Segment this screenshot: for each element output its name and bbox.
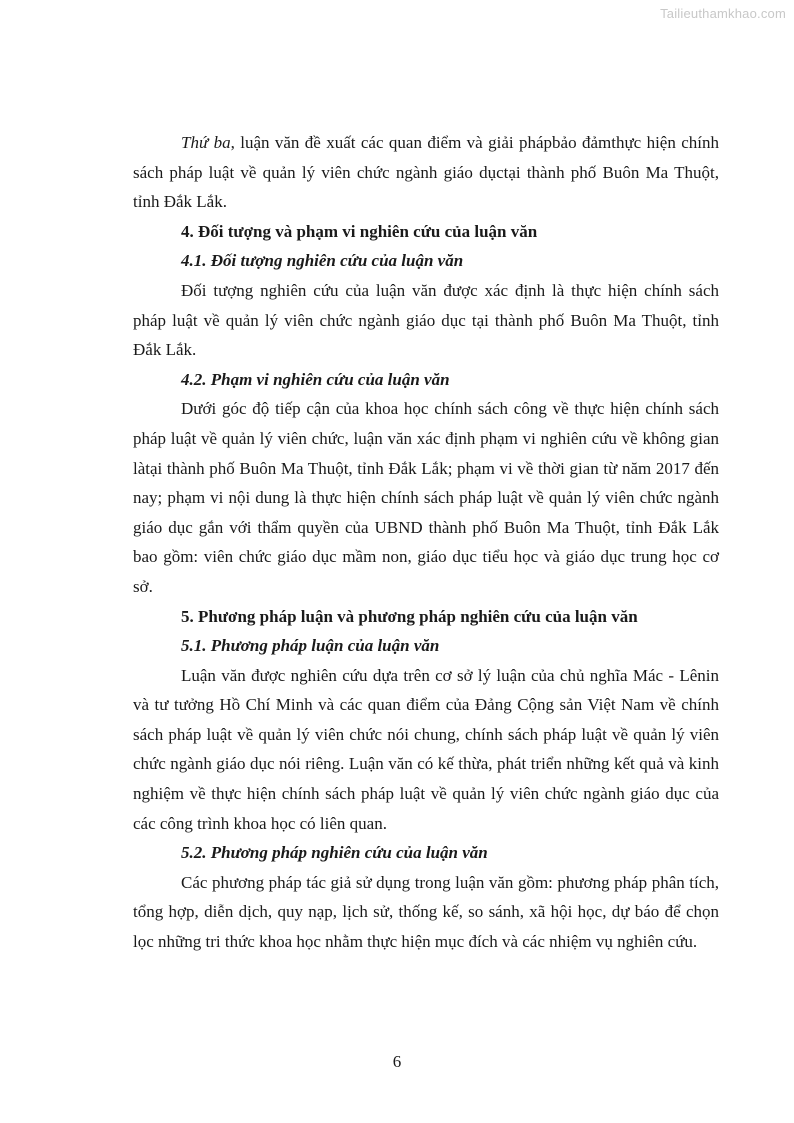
page-number: 6	[392, 1052, 402, 1071]
section-5-2-heading: 5.2. Phương pháp nghiên cứu của luận văn	[181, 843, 488, 863]
section-4-heading: 4. Đối tượng và phạm vi nghiên cứu của luận văn	[181, 221, 538, 241]
section-4-2-heading: 4.2. Phạm vi nghiên cứu của luận văn	[181, 369, 450, 389]
section-4-1-heading: 4.1. Đối tượng nghiên cứu của luận văn	[181, 251, 464, 271]
watermark: Tailieuthamkhao.com	[660, 6, 786, 21]
paragraph-third-point	[133, 128, 719, 217]
section-5-1-heading: 5.1. Phương pháp luận của luận văn	[181, 636, 440, 656]
section-5-2-paragraph: Các phương pháp tác giả sử dụng trong luận văn gồm: phương pháp phân tích, tổng hợp, diễn dịch, quy nạp, lịch sử, thống kế, so sánh, xã hội học, dự báo để chọn lọc những tri thức khoa học nhằm thực hiện mục đích và các nhiệm vụ nghiên cứu.	[133, 872, 719, 952]
section-5-heading: 5. Phương pháp luận và phương pháp nghiên cứu của luận văn	[181, 606, 638, 626]
paragraph-text: , luận văn đề xuất các quan điểm và giải phápbảo đảmthực hiện chính sách pháp luật về quản lý viên chức ngành giáo dụctại thành phố Buôn Ma Thuột, tỉnh Đắk Lắk.	[133, 133, 719, 212]
section-4-1-paragraph: Đối tượng nghiên cứu của luận văn được xác định là thực hiện chính sách pháp luật về quản lý viên chức ngành giáo dục tại thành phố Buôn Ma Thuột, tỉnh Đắk Lắk.	[133, 280, 719, 360]
document-body	[133, 128, 719, 957]
section-5-1-paragraph: Luận văn được nghiên cứu dựa trên cơ sở lý luận của chủ nghĩa Mác - Lênin và tư tưởng Hồ Chí Minh và các quan điểm của Đảng Cộng sản Việt Nam về chính sách pháp luật về quản lý viên chức nói chung, chính sách pháp luật về quản lý viên chức ngành giáo dục nói riêng. Luận văn có kế thừa, phát triển những kết quả và kinh nghiệm về thực hiện chính sách pháp luật về quản lý viên chức ngành giáo dục của các công trình khoa học có liên quan.	[133, 665, 719, 833]
paragraph-lead-italic: Thứ ba	[181, 133, 231, 152]
section-4-2-paragraph: Dưới góc độ tiếp cận của khoa học chính sách công về thực hiện chính sách pháp luật về quản lý viên chức, luận văn xác định phạm vi nghiên cứu về không gian làtại thành phố Buôn Ma Thuột, tỉnh Đắk Lắk; phạm vi về thời gian từ năm 2017 đến nay; phạm vi nội dung là thực hiện chính sách pháp luật về quản lý viên chức ngành giáo dục gắn với thẩm quyền của UBND thành phố Buôn Ma Thuột, tỉnh Đắk Lắk bao gồm: viên chức giáo dục mầm non, giáo dục tiểu học và giáo dục trung học cơ sở.	[133, 399, 719, 596]
